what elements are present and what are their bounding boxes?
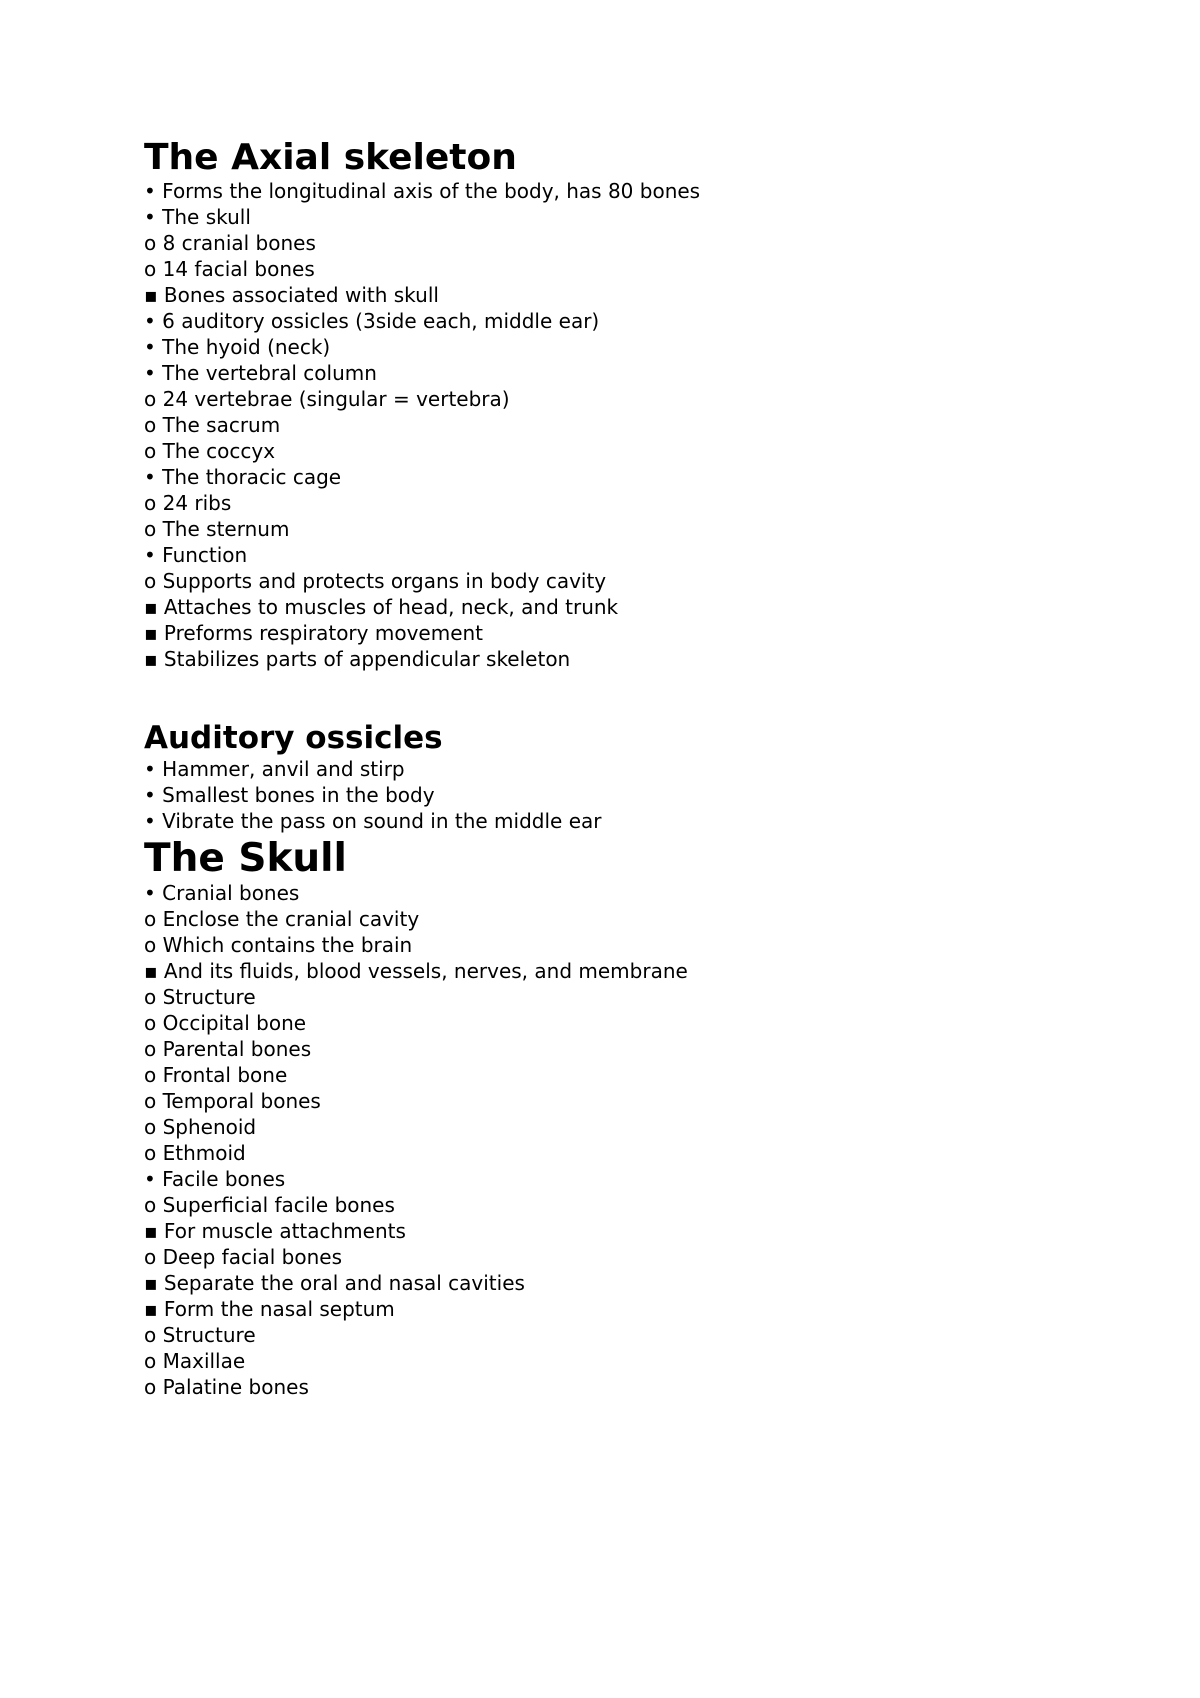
list-item: o Temporal bones [144,1089,321,1113]
list-item: o Palatine bones [144,1375,309,1399]
list-item: o The sternum [144,517,290,541]
list-item: • Smallest bones in the body [144,783,435,807]
list-item: o 24 ribs [144,491,232,515]
list-item: • Cranial bones [144,881,300,905]
section-auditory-ossicles [144,720,602,834]
section-heading: The Skull [144,836,347,881]
list-item: o 8 cranial bones [144,231,316,255]
list-item: ▪ Separate the oral and nasal cavities [144,1271,525,1295]
section-heading: The Axial skeleton [144,137,517,178]
list-item: • The hyoid (neck) [144,335,331,359]
list-item: • The thoracic cage [144,465,342,489]
list-item: o Frontal bone [144,1063,288,1087]
list-item: • Hammer, anvil and stirp [144,757,405,781]
list-item: o Structure [144,1323,256,1347]
list-item: ▪ Attaches to muscles of head, neck, and trunk [144,595,619,619]
list-item: • Function [144,543,248,567]
list-item: o Structure [144,985,256,1009]
section-heading: Auditory ossicles [144,720,443,756]
list-item: • Facile bones [144,1167,286,1191]
list-item: • The skull [144,205,251,229]
section-axial-skeleton [144,138,700,672]
list-item: o Supports and protects organs in body cavity [144,569,607,593]
list-item: o Ethmoid [144,1141,246,1165]
list-item: ▪ Bones associated with skull [144,283,439,307]
list-item: o Maxillae [144,1349,246,1373]
list-item: o Enclose the cranial cavity [144,907,420,931]
list-item: o Sphenoid [144,1115,257,1139]
list-item: o Deep facial bones [144,1245,343,1269]
list-item: o 14 facial bones [144,257,315,281]
list-item: o 24 vertebrae (singular = vertebra) [144,387,510,411]
list-item: o The coccyx [144,439,276,463]
section-the-skull [144,838,688,1400]
list-item: o Occipital bone [144,1011,307,1035]
list-item: o The sacrum [144,413,281,437]
list-item: ▪ And its fluids, blood vessels, nerves, and membrane [144,959,688,983]
list-item: • The vertebral column [144,361,377,385]
list-item: ▪ Stabilizes parts of appendicular skeleton [144,647,571,671]
list-item: ▪ Preforms respiratory movement [144,621,484,645]
list-item: • Forms the longitudinal axis of the body, has 80 bones [144,179,701,203]
list-item: • 6 auditory ossicles (3side each, middle ear) [144,309,600,333]
list-item: ▪ For muscle attachments [144,1219,406,1243]
list-item: o Which contains the brain [144,933,413,957]
list-item: o Parental bones [144,1037,312,1061]
list-item: • Vibrate the pass on sound in the middle ear [144,809,602,833]
list-item: ▪ Form the nasal septum [144,1297,395,1321]
list-item: o Superficial facile bones [144,1193,395,1217]
